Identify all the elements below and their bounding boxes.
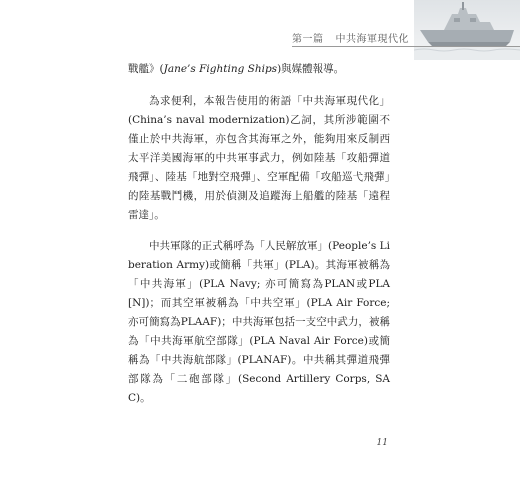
warship-illustration — [414, 0, 520, 60]
paragraph-1 — [128, 60, 390, 79]
body-text — [128, 60, 390, 420]
paragraph-1-start: 戰艦》( — [128, 63, 164, 75]
paragraph-3: 中共軍隊的正式稱呼為「人民解放軍」(People’s Liberation Army)或簡稱「共軍」(PLA)。其海軍被稱為「中共海軍」(PLA Navy; 亦可簡寫為PLAN或PLA[N])；而其空軍被稱為「中共空軍」(PLA Air Force; 亦可簡寫為PLAAF)；中共海軍包括一支空中武力，被稱為「中共海軍航空部隊」(PLA Naval Air Force)或簡稱為「中共海航部隊」(PLANAF)。中共稱其彈道飛彈部隊為「二砲部隊」(Second Artillery Corps, SAC)。 — [128, 240, 390, 404]
janes-title: Jane’s Fighting Ships — [163, 63, 278, 75]
chapter-title: 中共海軍現代化 — [335, 34, 409, 45]
paragraph-1-end: )與媒體報導。 — [277, 63, 345, 75]
header-rule — [292, 46, 520, 47]
paragraph-2: 為求便利，本報告使用的術語「中共海軍現代化」(China’s naval modernization)乙詞，其所涉範圍不僅止於中共海軍，亦包含其海軍之外，能夠用來反制西太平洋美國海軍的中共軍事武力，例如陸基「攻船彈道飛彈」、陸基「地對空飛彈」、空軍配備「攻船巡弋飛彈」的陸基戰鬥機，用於偵測及追蹤海上船艦的陸基「遠程雷達」。 — [128, 95, 390, 221]
part-label: 第一篇 — [292, 34, 324, 45]
running-header — [292, 30, 410, 46]
page-number: 11 — [376, 438, 388, 448]
